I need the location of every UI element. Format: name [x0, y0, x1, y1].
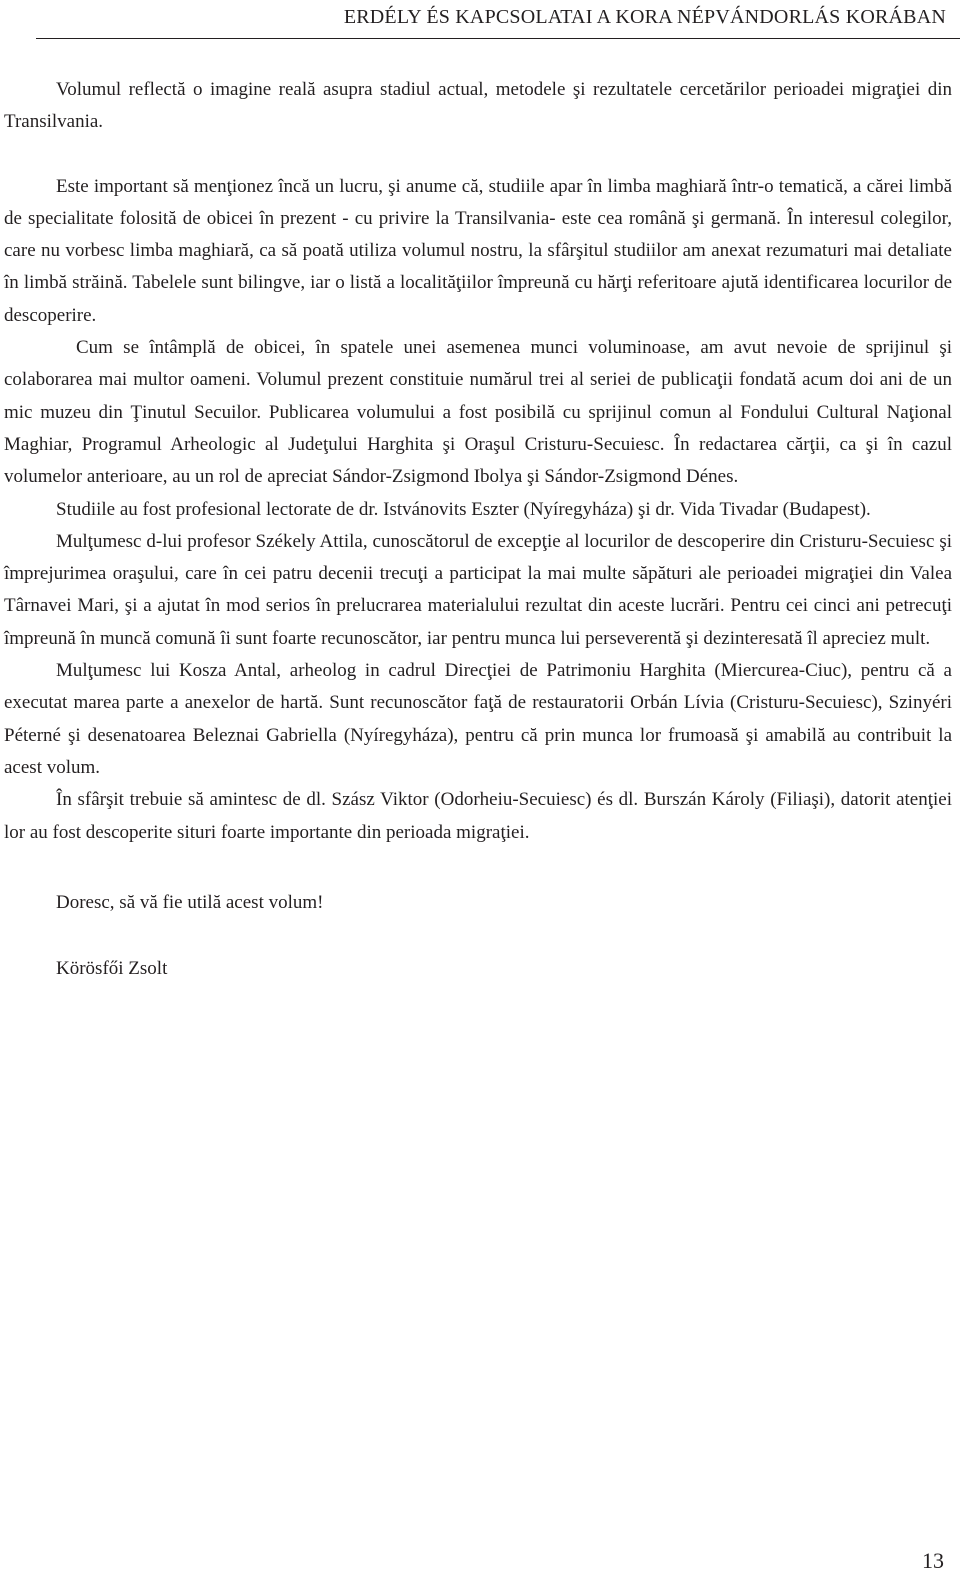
running-header: ERDÉLY ÉS KAPCSOLATAI A KORA NÉPVÁNDORLÁS KORÁBAN: [343, 6, 946, 28]
header-rule: [36, 38, 960, 39]
closing-wish: Doresc, să vă fie utilă acest volum!: [56, 891, 324, 913]
paragraph-collaboration: Cum se întâmplă de obicei, în spatele unei asemenea munci voluminoase, am avut nevoie de sprijinul şi colaborarea mai multor oameni. Volumul prezent constituie numărul trei al seriei de publicaţii fondată acum doi ani de un mic muzeu din Ţinutul Secuilor. Publicarea volumului a fost posibilă cu sprijinul comun al Fondului Cultural Naţional Maghiar, Programul Arheologic al Judeţului Harghita şi Oraşul Cristuru-Secuiesc. În redactarea cărţii, ca şi în cazul volumelor anterioare, au un rol de apreciat Sándor-Zsigmond Ibolya şi Sándor-Zsigmond Dénes.: [4, 337, 952, 488]
page-body: [4, 74, 952, 985]
paragraph-thanks-szekely: Mulţumesc d-lui profesor Székely Attila, cunoscătorul de excepţie al locurilor de descoperire din Cristuru-Secuiesc şi împrejurimea oraşului, care în cei patru decenii trecuţi a participat la mai multe săpături ale perioadei migraţiei din Valea Târnavei Mari, şi a ajutat în mod serios în prelucrarea materialului rezultat din aceste lucrări. Pentru cei cinci ani petrecuţi împreună în muncă comună îi sunt foarte recunoscător, iar pentru munca lui perseverentă şi dezinteresată îl apreciez mult.: [4, 530, 952, 649]
paragraph-thanks-kosza: Mulţumesc lui Kosza Antal, arheolog in cadrul Direcţiei de Patrimoniu Harghita (Miercurea-Ciuc), pentru că a executat marea parte a anexelor de hartă. Sunt recunoscător faţă de restauratorii Orbán Lívia (Cristuru-Secuiesc), Szinyéri Péterné şi desenatoarea Beleznai Gabriella (Nyíregyháza), pentru că prin munca lor frumoasă şi amabilă au contribuit la acest volum.: [4, 660, 952, 778]
page-number: 13: [922, 1548, 944, 1573]
author-signature: Körösfői Zsolt: [56, 958, 168, 980]
paragraph-proofreading: Studiile au fost profesional lectorate de dr. Istvánovits Eszter (Nyíregyháza) şi dr. Vida Tivadar (Budapest).: [56, 498, 871, 520]
paragraph-intro: Volumul reflectă o imagine reală asupra stadiul actual, metodele şi rezultatele cercetărilor perioadei migraţiei din Transilvania.: [4, 79, 952, 133]
paragraph-language: Este important să menţionez încă un lucru, şi anume că, studiile apar în limba maghiară într-o tematică, a cărei limbă de specialitate folosită de obicei în prezent - cu privire la Transilvania- este cea română şi germană. În interesul colegilor, care nu vorbesc limba maghiară, ca să poată utiliza volumul nostru, la sfârşitul studiilor am anexat rezumaturi mai detaliate în limbă străină. Tabelele sunt bilingve, iar o listă a localităţiilor împreună cu hărţi referitoare ajută identificarea locurilor de descoperire.: [4, 175, 952, 326]
paragraph-thanks-discoverers: În sfârşit trebuie să amintesc de dl. Szász Viktor (Odorheiu-Secuiesc) és dl. Burszán Károly (Filiaşi), datorit atenţiei lor au fost descoperite situri foarte importante din perioada migraţiei.: [4, 789, 952, 843]
